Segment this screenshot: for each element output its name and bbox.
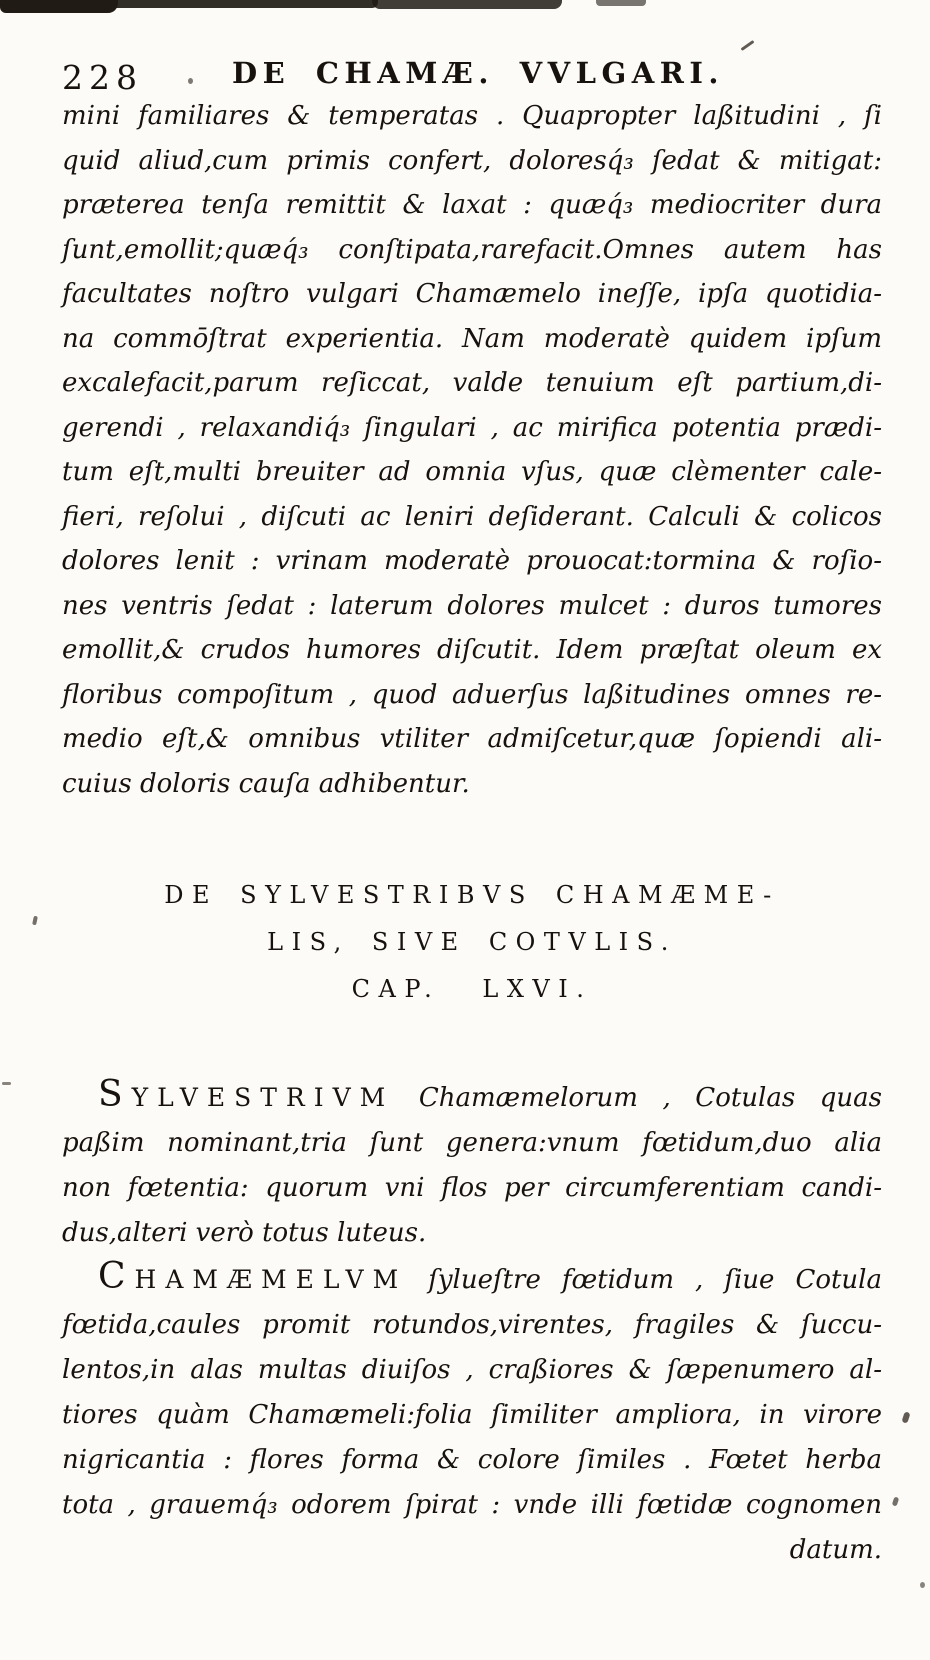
- paragraph-sylvestrium: [62, 1072, 882, 1256]
- scan-artifact-top-edge: [372, 0, 562, 9]
- text-line: emollit,& crudos humores diſcutit. Idem præſtat oleum ex: [62, 635, 882, 665]
- scan-artifact-top-edge: [596, 0, 646, 6]
- ink-speck: [920, 1582, 925, 1588]
- ink-speck: [740, 40, 754, 51]
- text-line: fieri, reſolui , diſcuti ac leniri deſiderant. Calculi & colicos: [62, 501, 882, 532]
- text-line: fœtida,caules promit rotundos,virentes, fragiles & ſuccu-: [62, 1310, 882, 1340]
- text-line: paßim nominant,tria ſunt genera:vnum fœtidum,duo alia: [62, 1128, 882, 1158]
- lead-word-caps: HAMÆMELVM: [134, 1265, 408, 1294]
- text-line: lentos,in alas multas diuiſos , craßiores & ſæpenumero al-: [62, 1355, 882, 1385]
- text-line: mini familiares & temperatas . Quapropter laßitudini , ſi: [62, 101, 882, 131]
- text-line-fragment: ſylueſtre fœtidum , ſiue Cotula: [407, 1265, 882, 1295]
- text-line: ſunt,emollit;quæq́₃ conſtipata,rarefacit.Omnes autem has: [62, 234, 882, 265]
- text-line: excalefacit,parum reſiccat, valde tenuium eſt partium,di-: [62, 368, 882, 398]
- scan-artifact-top-edge: [0, 0, 118, 13]
- text-line: tum eſt,multi breuiter ad omnia vſus, quæ clèmenter cale-: [62, 457, 882, 487]
- chapter-heading: [62, 872, 882, 1013]
- text-line: dus,alteri verò totus luteus.: [62, 1218, 427, 1248]
- lead-capital: C: [98, 1256, 135, 1297]
- text-line: medio eſt,& omnibus vtiliter admiſcetur,quæ ſopiendi ali-: [62, 724, 882, 754]
- text-line: [62, 1072, 882, 1121]
- ink-speck: [2, 1082, 11, 1085]
- chapter-number-line: CAP. LXVI.: [351, 975, 593, 1003]
- text-line: floribus compoſitum , quod aduerſus laßitudines omnes re-: [62, 679, 882, 710]
- page-header: [0, 52, 930, 98]
- chapter-title-line: LIS, SIVE COTVLIS.: [267, 928, 677, 956]
- text-line: nes ventris ſedat : laterum dolores mulcet : duros tumores: [62, 590, 882, 621]
- running-title: DE CHAMÆ. VVLGARI.: [231, 56, 725, 90]
- text-line: facultates noſtro vulgari Chamæmelo ineſſe, ipſa quotidia-: [62, 279, 882, 309]
- paragraph-chamaemelo-vulgari: [62, 94, 882, 806]
- text-line: præterea tenſa remittit & laxat : quæq́₃ mediocriter dura: [62, 190, 882, 220]
- text-line: na commōſtrat experientia. Nam moderatè quidem ipſum: [62, 323, 882, 354]
- text-line: [62, 1254, 882, 1303]
- lead-capital: S: [98, 1074, 132, 1115]
- text-line: tiores quàm Chamæmeli:folia ſimiliter ampliora, in virore: [62, 1400, 882, 1430]
- text-line: gerendi , relaxandiq́₃ ſingulari , ac mirifica potentia prædi-: [62, 412, 882, 443]
- scan-artifact-top-edge: [110, 0, 378, 8]
- text-line: cuius doloris cauſa adhibentur.: [62, 768, 470, 799]
- ink-speck: [892, 1496, 900, 1506]
- text-line: datum.: [789, 1535, 882, 1565]
- text-line: non fœtentia: quorum vni flos per circumferentiam candi-: [62, 1173, 882, 1203]
- text-line: nigricantia : flores forma & colore ſimiles . Fœtet herba: [62, 1445, 882, 1475]
- lead-word-caps: YLVESTRIVM: [131, 1083, 395, 1112]
- chapter-title-line: DE SYLVESTRIBVS CHAMÆME-: [164, 881, 780, 909]
- text-line: tota , grauemq́₃ odorem ſpirat : vnde illi fœtidæ cognomen: [62, 1490, 882, 1520]
- ink-speck: [32, 916, 38, 926]
- text-line: dolores lenit : vrinam moderatè prouocat:tormina & roſio-: [62, 546, 882, 576]
- paragraph-chamaemelum-foetidum: [62, 1254, 882, 1573]
- text-line-fragment: Chamæmelorum , Cotulas quas: [394, 1083, 882, 1113]
- page-number: 228: [62, 58, 143, 97]
- text-line: quid aliud,cum primis confert, doloresq́₃ ſedat & mitigat:: [62, 145, 882, 176]
- ink-speck: [901, 1411, 910, 1423]
